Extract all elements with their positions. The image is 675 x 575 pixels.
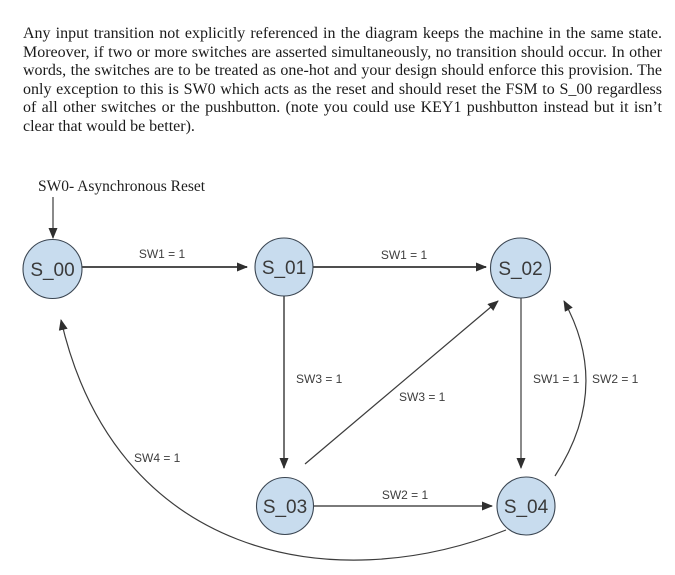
edge-label-s01-s03: SW3 = 1 bbox=[296, 372, 343, 386]
state-node-s02 bbox=[491, 238, 551, 298]
state-label-s04: S_04 bbox=[503, 497, 549, 518]
edge-label-s03-s04: SW2 = 1 bbox=[381, 488, 429, 502]
state-label-s00: S_00 bbox=[30, 260, 75, 281]
edge-label-s00-s01: SW1 = 1 bbox=[138, 247, 186, 261]
state-node-s01 bbox=[255, 238, 313, 296]
state-node-s04 bbox=[497, 477, 555, 535]
reset-annotation-label: SW0- Asynchronous Reset bbox=[38, 178, 206, 195]
state-label-s01: S_01 bbox=[261, 258, 307, 279]
state-node-s00 bbox=[23, 240, 82, 299]
instructions-paragraph: Any input transition not explicitly referenced in the diagram keeps the machine in the same state. Moreover, if two or more switches are asserted simultaneously, no transition should occur. In other words, the switches are to be treated as one-hot and your design should enforce this provision. The only exception to this is SW0 which acts as the reset and should reset the FSM to S_00 regardless of all other switches or the pushbutton. (note you could use KEY1 pushbutton instead but it isn’t clear that would be better). bbox=[23, 25, 662, 135]
edge-s04-s02 bbox=[555, 301, 586, 476]
edge-label-s01-s02: SW1 = 1 bbox=[380, 248, 428, 262]
edge-label-s02-s04: SW1 = 1 bbox=[533, 372, 580, 386]
edge-label-s04-s02: SW2 = 1 bbox=[592, 372, 639, 386]
state-label-s03: S_03 bbox=[262, 497, 308, 518]
state-node-s03 bbox=[257, 478, 314, 535]
edge-label-s04-s00: SW4 = 1 bbox=[134, 451, 181, 465]
edge-label-s03-s02: SW3 = 1 bbox=[399, 390, 446, 404]
state-label-s02: S_02 bbox=[498, 259, 543, 280]
